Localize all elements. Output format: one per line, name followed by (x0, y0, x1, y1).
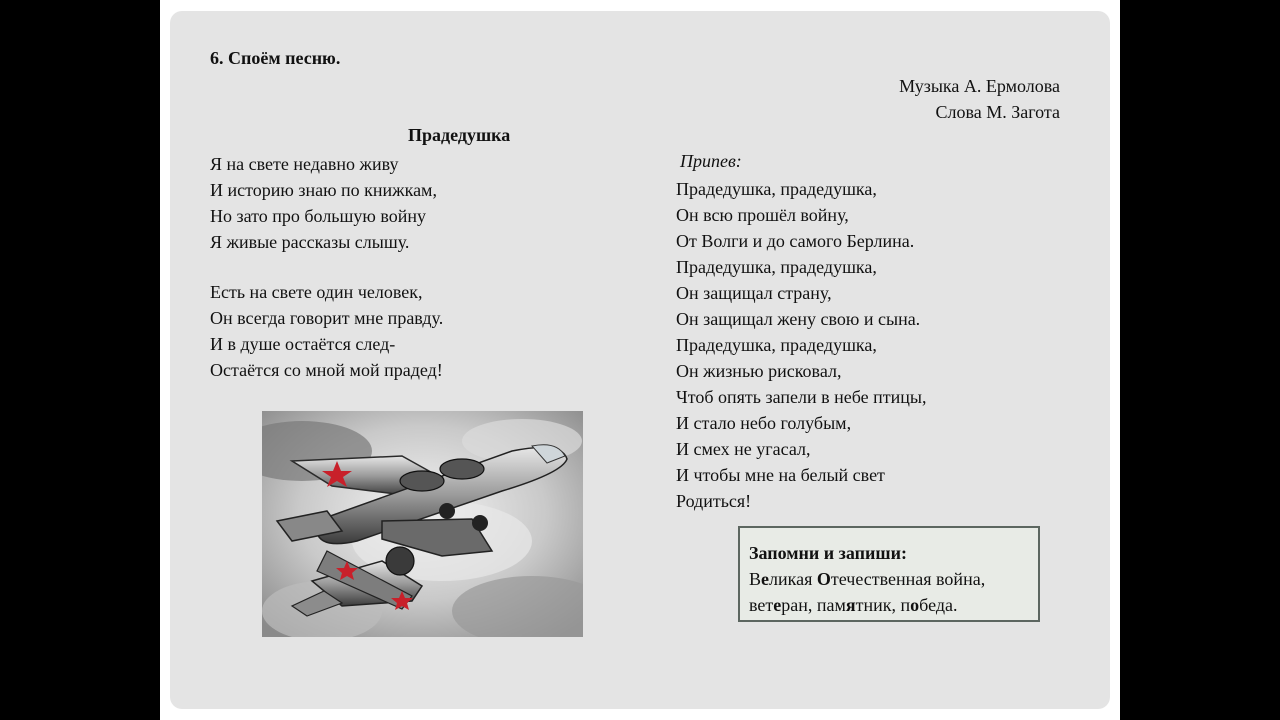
memo-line-1 (749, 566, 1030, 592)
chorus-line: Он жизнью рисковал, (676, 361, 842, 381)
verse-line: Он всегда говорит мне правду. (210, 308, 444, 328)
memo-text: беда. (919, 595, 958, 615)
slide-frame (160, 0, 1120, 720)
memo-box (738, 526, 1040, 622)
verse-line: Я живые рассказы слышу. (210, 232, 410, 252)
chorus (676, 176, 926, 514)
verse-line: И историю знаю по книжкам, (210, 180, 437, 200)
verse-line: Есть на свете один человек, (210, 282, 423, 302)
memo-text: вет (749, 595, 774, 615)
chorus-line: Он защищал страну, (676, 283, 832, 303)
memo-text: тник, п (855, 595, 911, 615)
memo-text: течественная война, (830, 569, 986, 589)
verse-1 (210, 151, 437, 255)
warplanes-illustration (262, 411, 583, 637)
verse-line: Но зато про большую войну (210, 206, 426, 226)
memo-text: В (749, 569, 762, 589)
memo-title: Запомни и запиши: (749, 543, 907, 563)
chorus-line: Родиться! (676, 491, 752, 511)
chorus-line: И стало небо голубым, (676, 413, 852, 433)
chorus-line: Он защищал жену свою и сына. (676, 309, 921, 329)
memo-stressed-letter: О (816, 569, 831, 589)
chorus-line: Прадедушка, прадедушка, (676, 257, 877, 277)
verse-2 (210, 279, 443, 383)
memo-stressed-letter: я (845, 595, 856, 615)
memo-stressed-letter: е (761, 569, 770, 589)
verse-line: И в душе остаётся след- (210, 334, 396, 354)
memo-text: ликая (769, 569, 817, 589)
chorus-line: И чтобы мне на белый свет (676, 465, 885, 485)
verse-line: Остаётся со мной мой прадед! (210, 360, 443, 380)
memo-stressed-letter: е (773, 595, 782, 615)
chorus-line: Чтоб опять запели в небе птицы, (676, 387, 927, 407)
chorus-line: Прадедушка, прадедушка, (676, 335, 877, 355)
memo-text: ран, пам (781, 595, 846, 615)
section-heading: 6. Споём песню. (210, 48, 341, 68)
chorus-line: От Волги и до самого Берлина. (676, 231, 915, 251)
memo-stressed-letter: о (910, 595, 920, 615)
memo-line-2 (749, 592, 1030, 618)
chorus-line: Прадедушка, прадедушка, (676, 179, 877, 199)
chorus-line: Он всю прошёл войну, (676, 205, 849, 225)
chorus-label: Припев: (680, 151, 742, 171)
song-title: Прадедушка (408, 125, 511, 145)
slide-panel (170, 11, 1110, 709)
lyrics-credit: Слова М. Загота (935, 102, 1060, 122)
chorus-line: И смех не угасал, (676, 439, 811, 459)
song-credits (899, 73, 1060, 125)
music-credit: Музыка А. Ермолова (899, 76, 1060, 96)
verse-line: Я на свете недавно живу (210, 154, 399, 174)
